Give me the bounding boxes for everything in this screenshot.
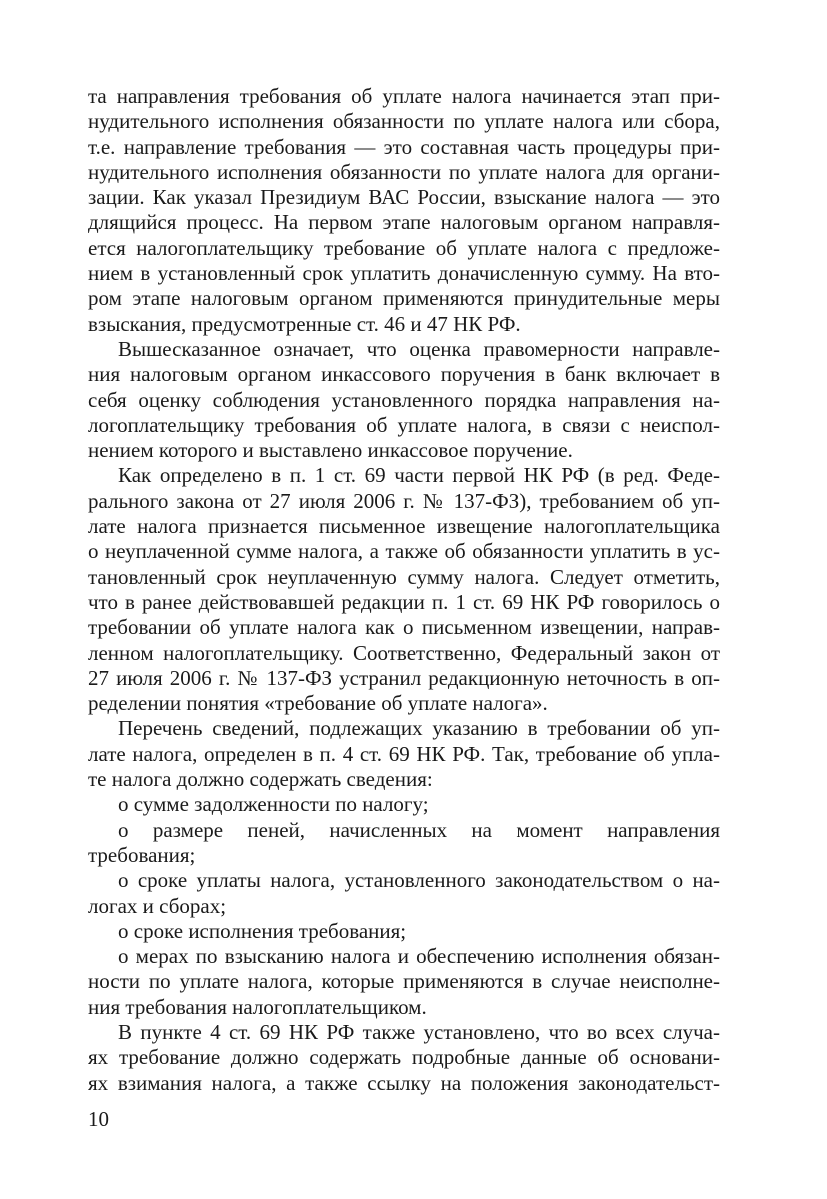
paragraph [88, 818, 720, 869]
text-line: о размере пеней, начисленных на момент направления [118, 817, 720, 842]
text-line: Вышесказанное означает, что оценка правомерности направле- [118, 336, 720, 361]
text-line: о мерах по взысканию налога и обеспечению исполнения обязан- [118, 944, 720, 969]
text-line: о сроке исполнения требования; [118, 918, 407, 943]
paragraph [88, 944, 720, 1020]
text-line: логах и сборах; [88, 893, 227, 918]
text-line: нением которого и выставлено инкассовое поручение. [88, 438, 573, 463]
text-line: 27 июля 2006 г. № 137-ФЗ устранил редакционную неточность в оп- [88, 665, 720, 690]
text-line: рального закона от 27 июля 2006 г. № 137-ФЗ), требованием об уп- [88, 488, 720, 513]
text-line: что в ранее действовавшей редакции п. 1 ст. 69 НК РФ говорилось о [88, 589, 720, 614]
text-line: длящийся процесс. На первом этапе налоговым органом направля- [88, 210, 720, 235]
text-line: тановленный срок неуплаченную сумму налога. Следует отметить, [88, 564, 720, 589]
paragraph [88, 337, 720, 463]
text-line: о сроке уплаты налога, установленного законодательством о на- [118, 868, 720, 893]
page-number: 10 [88, 1107, 109, 1131]
text-line: ях взимания налога, а также ссылку на положения законодательст- [88, 1070, 720, 1095]
text-line: лате налога, определен в п. 4 ст. 69 НК РФ. Так, требование об упла- [88, 741, 720, 766]
text-line: ния требования налогоплательщиком. [88, 994, 427, 1019]
text-line: Как определено в п. 1 ст. 69 части первой НК РФ (в ред. Феде- [118, 463, 720, 488]
text-line: ности по уплате налога, которые применяются в случае неисполне- [88, 969, 720, 994]
paragraph [88, 792, 720, 817]
text-line: та направления требования об уплате налога начинается этап при- [88, 84, 720, 108]
text-line: В пункте 4 ст. 69 НК РФ также установлено, что во всех случа- [118, 1019, 720, 1044]
text-line: нудительного исполнения обязанности по уплате налога или сбора, [88, 109, 720, 134]
paragraph [88, 868, 720, 919]
text-line: ях требование должно содержать подробные данные об основани- [88, 1045, 720, 1070]
paragraph [88, 716, 720, 792]
text-line: ленном налогоплательщику. Соответственно, Федеральный закон от [88, 640, 720, 665]
text-line: ния налоговым органом инкассового поручения в банк включает в [88, 362, 720, 387]
text-line: о сумме задолженности по налогу; [118, 792, 429, 817]
text-line: лате налога признается письменное извещение налогоплательщика [88, 514, 720, 539]
text-line: ром этапе налоговым органом применяются принудительные меры [88, 286, 720, 311]
paragraph [88, 919, 720, 944]
text-line: требования; [88, 842, 196, 867]
text-line: о неуплаченной сумме налога, а также об обязанности уплатить в ус- [88, 539, 720, 564]
paragraph [88, 463, 720, 716]
body-text [88, 84, 720, 1096]
text-line: ределении понятия «требование об уплате налога». [88, 691, 548, 716]
text-line: себя оценку соблюдения установленного порядка направления на- [88, 387, 720, 412]
text-line: нудительного исполнения обязанности по уплате налога для органи- [88, 159, 720, 184]
text-line: т.е. направление требования — это составная часть процедуры при- [88, 134, 720, 159]
paragraph [88, 84, 720, 337]
text-line: зации. Как указал Президиум ВАС России, взыскание налога — это [88, 185, 720, 210]
text-line: Перечень сведений, подлежащих указанию в требовании об уп- [118, 716, 720, 741]
text-line: взыскания, предусмотренные ст. 46 и 47 НК РФ. [88, 311, 521, 336]
text-line: логоплательщику требования об уплате налога, в связи с неиспол- [88, 412, 720, 437]
paragraph [88, 1020, 720, 1096]
text-line: ется налогоплательщику требование об уплате налога с предложе- [88, 235, 720, 260]
text-line: те налога должно содержать сведения: [88, 767, 433, 792]
text-line: требовании об уплате налога как о письменном извещении, направ- [88, 615, 720, 640]
text-line: нием в установленный срок уплатить доначисленную сумму. На вто- [88, 261, 720, 286]
